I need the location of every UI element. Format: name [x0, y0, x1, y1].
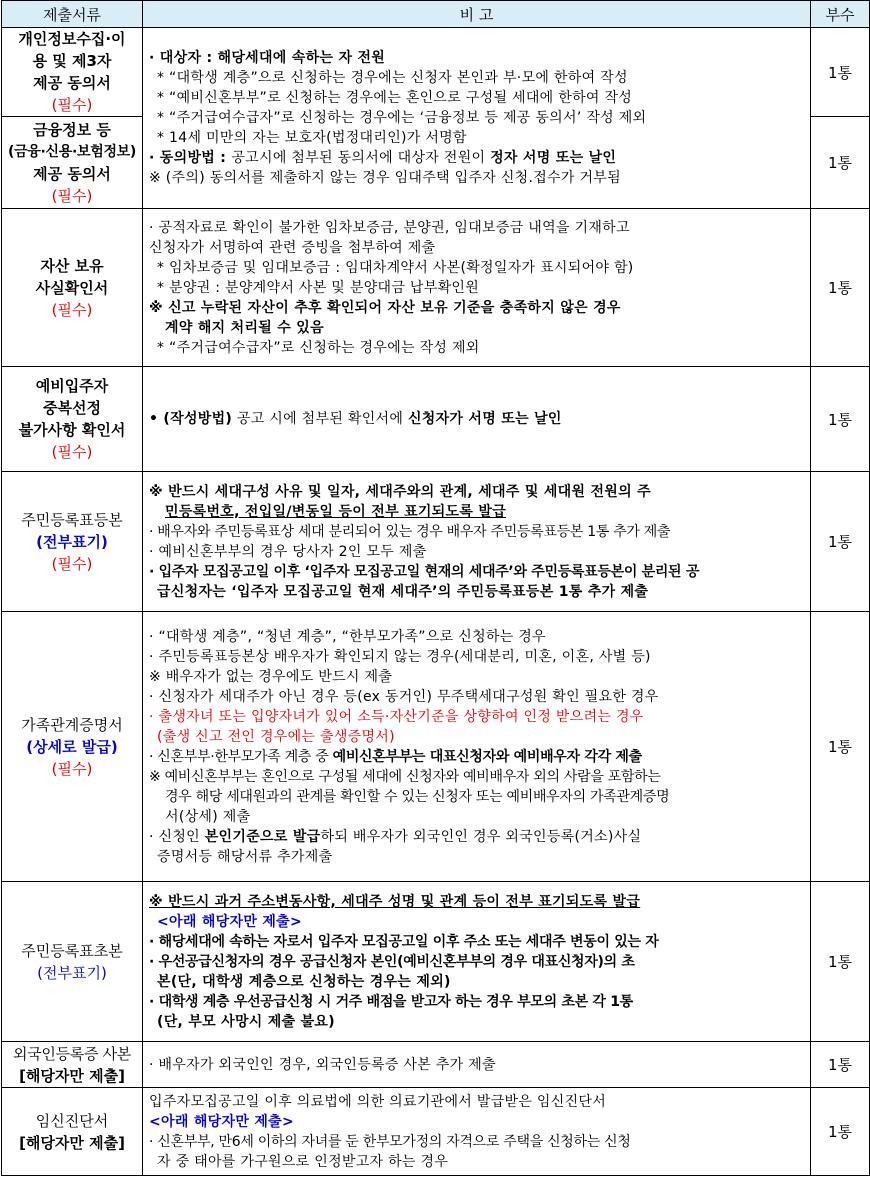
remark-line: * “예비신혼부부”로 신청하는 경우에는 혼인으로 구성될 세대에 한하여 작성: [157, 90, 633, 106]
doc-name-line: 개인정보수집·이: [18, 30, 126, 48]
remark-line: ※ 배우자가 없는 경우에도 반드시 제출: [149, 668, 393, 685]
remark-line: 입주자모집공고일 이후 의료법에 의한 의료기관에서 발급받은 임신진단서: [149, 1093, 607, 1110]
copies-duplicate: 1통: [811, 367, 870, 472]
remark-line: ※ 예비신혼부부는 혼인으로 구성될 세대에 신청자와 예비배우자 외의 사람을 포함하는: [149, 768, 661, 785]
remark-line: * “주거급여수급자”로 신청하는 경우에는 작성 제외: [157, 339, 480, 356]
doc-sub-label: (전부표기): [36, 532, 108, 551]
doc-name-resident-abstract: [2, 882, 143, 1042]
doc-name-line: 외국인등록증 사본: [13, 1044, 131, 1063]
remark-line: * 임차보증금 및 임대보증금 : 임대차계약서 사본(확정일자가 표시되어야 함): [157, 259, 634, 276]
doc-name-line: 가족관계증명서: [21, 715, 123, 734]
required-label: (필수): [51, 186, 93, 205]
remark-line: <아래 해당자만 제출>: [157, 913, 303, 930]
remark-line: · 해당세대에 속하는 자로서 입주자 모집공고일 이후 주소 또는 세대주 변동이 있는 자: [149, 933, 659, 950]
header-documents: 제출서류: [2, 1, 143, 28]
required-label: (필수): [51, 300, 93, 319]
remarks-family: [143, 612, 811, 882]
remarks-resident-copy: [143, 472, 811, 612]
table-row-resident-copy: [2, 472, 870, 612]
remark-text: 하되 배우자가 외국인인 경우 외국인등록(거소)사실: [320, 828, 642, 845]
doc-sub-label: [해당자만 제출]: [19, 1066, 125, 1085]
doc-name-line: (금융·신용·보험정보): [7, 143, 137, 160]
remark-line: 계약 해지 처리될 수 있음: [165, 319, 324, 336]
remarks-duplicate: [143, 367, 811, 472]
remark-line: [149, 747, 806, 767]
table-row-family: [2, 612, 870, 882]
table-row-pregnancy: [2, 1088, 870, 1176]
doc-name-resident-copy: [2, 472, 143, 612]
doc-name-pregnancy: [2, 1088, 143, 1176]
remark-line: ※ 신고 누락된 자산이 추후 확인되어 자산 보유 기준을 충족하지 않은 경우: [149, 299, 621, 316]
remark-text: · 신혼부부·한부모가족 계층 중: [149, 748, 333, 765]
remark-line: · 대상자 : 해당세대에 속하는 자 전원: [149, 50, 386, 66]
doc-name-line: 예비입주자: [35, 377, 109, 395]
doc-name-line: 제공 동의서: [33, 164, 111, 183]
copies-pregnancy: 1통: [811, 1088, 870, 1176]
remark-line: [149, 409, 806, 429]
doc-name-line: 임신진단서: [35, 1111, 109, 1130]
remark-line: · 출생자녀 또는 입양자녀가 있어 소득·자산기준을 상향하여 인정 받으려는 경우: [149, 708, 644, 725]
table-row-resident-abstract: [2, 882, 870, 1042]
remark-line: * 14세 미만의 자는 보호자(법정대리인)가 서명함: [157, 130, 467, 146]
copies-privacy: 1통: [811, 28, 870, 117]
doc-name-line: 금융정보 등: [33, 120, 111, 139]
doc-name-line: 자산 보유: [40, 256, 104, 275]
remark-line: · 배우자와 주민등록표상 세대 분리되어 있는 경우 배우자 주민등록표등본 1통 추가 제출: [149, 523, 671, 540]
remark-line: 민등록번호, 전입일/변동일 등이 전부 표기되도록 발급: [165, 503, 507, 520]
remark-line: <아래 해당자만 제출>: [149, 1113, 295, 1130]
table-row-duplicate: [2, 367, 870, 472]
remark-line: [149, 827, 806, 847]
copies-asset: 1통: [811, 209, 870, 367]
remark-line: ※ (주의) 동의서를 제출하지 않는 경우 임대주택 입주자 신청.접수가 거부됨: [149, 170, 621, 186]
remark-line: 급신청자는 ‘입주자 모집공고일 현재 세대주’의 주민등록표등본 1통 추가 제출: [157, 583, 649, 600]
required-label: (필수): [51, 96, 93, 114]
table-header-row: [2, 1, 870, 28]
doc-sub-label: [해당자만 제출]: [19, 1133, 125, 1152]
doc-name-family: [2, 612, 143, 882]
remark-text: 공고시에 첨부된 동의서에 대상자 전원이: [231, 150, 491, 166]
remark-line: 신청자가 서명하여 관련 증빙을 첨부하여 제출: [149, 239, 436, 256]
remark-bold: 정자 서명 또는 날인: [490, 150, 617, 166]
required-label: (필수): [51, 759, 93, 778]
remark-line: ※ 반드시 과거 주소변동사항, 세대주 성명 및 관계 등이 전부 표기되도록 발급: [149, 893, 641, 910]
remark-bold: · 동의방법 :: [149, 150, 232, 166]
remark-line: · 신청자가 세대주가 아닌 경우 등(ex 동거인) 무주택세대구성원 확인 필요한 경우: [149, 688, 659, 705]
remark-line: · 예비신혼부부의 경우 당사자 2인 모두 제출: [149, 543, 427, 560]
doc-name-line: 제공 동의서: [33, 74, 111, 92]
remark-line: · 우선공급신청자의 경우 공급신청자 본인(예비신혼부부의 경우 대표신청자)의 초: [149, 953, 635, 970]
doc-name-line: 주민등록표초본: [21, 941, 123, 960]
doc-name-line: 중복선정: [43, 399, 101, 417]
remark-line: ※ 반드시 세대구성 사유 및 일자, 세대주와의 관계, 세대주 및 세대원 전원의 주: [149, 483, 651, 500]
remark-bold: • (작성방법): [149, 411, 233, 427]
required-label: (필수): [51, 443, 93, 461]
table-row-asset: [2, 209, 870, 367]
remark-text: 공고 시에 첨부된 확인서에: [232, 411, 408, 427]
remarks-privacy-finance: [143, 28, 811, 209]
remark-line: · 입주자 모집공고일 이후 ‘입주자 모집공고일 현재의 세대주’와 주민등록표등본이 분리된 공: [149, 563, 700, 580]
remark-line: * “주거급여수급자”로 신청하는 경우에는 ‘금융정보 등 제공 동의서’ 작성 제외: [157, 110, 647, 126]
doc-sub-label: (전부표기): [37, 963, 107, 982]
remark-line: · 주민등록표등본상 배우자가 확인되지 않는 경우(세대분리, 미혼, 이혼, 사별 등): [149, 648, 651, 665]
remarks-foreigner: [143, 1042, 811, 1088]
header-copies: 부수: [811, 1, 870, 28]
copies-family: 1통: [811, 612, 870, 882]
doc-name-line: 용 및 제3자: [32, 52, 112, 70]
remark-bold: 신청자가 서명 또는 날인: [407, 411, 562, 427]
doc-name-duplicate: [2, 367, 143, 472]
copies-resident-abstract: 1통: [811, 882, 870, 1042]
remarks-pregnancy: [143, 1088, 811, 1176]
doc-name-privacy: [2, 28, 143, 117]
remark-line: * “대학생 계층”으로 신청하는 경우에는 신청자 본인과 부·모에 한하여 작성: [157, 70, 628, 86]
remark-bold: 예비신혼부부는 대표신청자와 예비배우자 각각 제출: [332, 748, 642, 765]
doc-name-line: 사실확인서: [35, 278, 109, 297]
copies-foreigner: 1통: [811, 1042, 870, 1088]
remarks-asset: [143, 209, 811, 367]
remark-line: 증명서등 해당서류 추가제출: [157, 848, 333, 865]
table-row-foreigner: [2, 1042, 870, 1088]
doc-name-asset: [2, 209, 143, 367]
remark-bold: 본인기준으로 발급: [204, 828, 321, 845]
remark-text: · 신청인: [149, 828, 205, 845]
remark-line: 자 중 태아를 가구원으로 인정받고자 하는 경우: [157, 1153, 449, 1170]
doc-name-line: 주민등록표등본: [21, 510, 123, 529]
copies-resident-copy: 1통: [811, 472, 870, 612]
remark-line: 서(상세) 제출: [165, 808, 251, 825]
doc-name-foreigner: [2, 1042, 143, 1088]
remark-line: · “대학생 계층”, “청년 계층”, “한부모가족”으로 신청하는 경우: [149, 628, 546, 645]
remarks-resident-abstract: [143, 882, 811, 1042]
header-remarks: 비 고: [143, 1, 811, 28]
remark-line: 경우 해당 세대원과의 관계를 확인할 수 있는 신청자 또는 예비배우자의 가족관계증명: [165, 788, 670, 805]
remark-line: · 공적자료로 확인이 불가한 임차보증금, 분양권, 임대보증금 내역을 기재하고: [149, 219, 630, 236]
doc-name-line: 불가사항 확인서: [18, 421, 126, 439]
remark-line: 본(단, 대학생 계층으로 신청하는 경우는 제외): [157, 973, 451, 990]
required-label: (필수): [51, 554, 93, 573]
documents-table: [1, 0, 870, 1176]
remark-line: [149, 148, 806, 168]
table-row-privacy: [2, 28, 870, 117]
remark-line: · 대학생 계층 우선공급신청 시 거주 배점을 받고자 하는 경우 부모의 초본 각 1통: [149, 993, 633, 1010]
remark-line: · 배우자가 외국인인 경우, 외국인등록증 사본 추가 제출: [149, 1056, 496, 1073]
remark-line: (출생 신고 전인 경우에는 출생증명서): [157, 728, 395, 745]
doc-sub-label: (상세로 발급): [26, 737, 118, 756]
remark-line: * 분양권 : 분양계약서 사본 및 분양대금 납부확인원: [157, 279, 480, 296]
remark-line: · 신혼부부, 만6세 이하의 자녀를 둔 한부모가정의 자격으로 주택을 신청하는 신청: [149, 1133, 631, 1150]
remark-line: (단, 부모 사망시 제출 불요): [157, 1013, 335, 1030]
copies-finance: 1통: [811, 117, 870, 209]
doc-name-finance: [2, 117, 143, 209]
